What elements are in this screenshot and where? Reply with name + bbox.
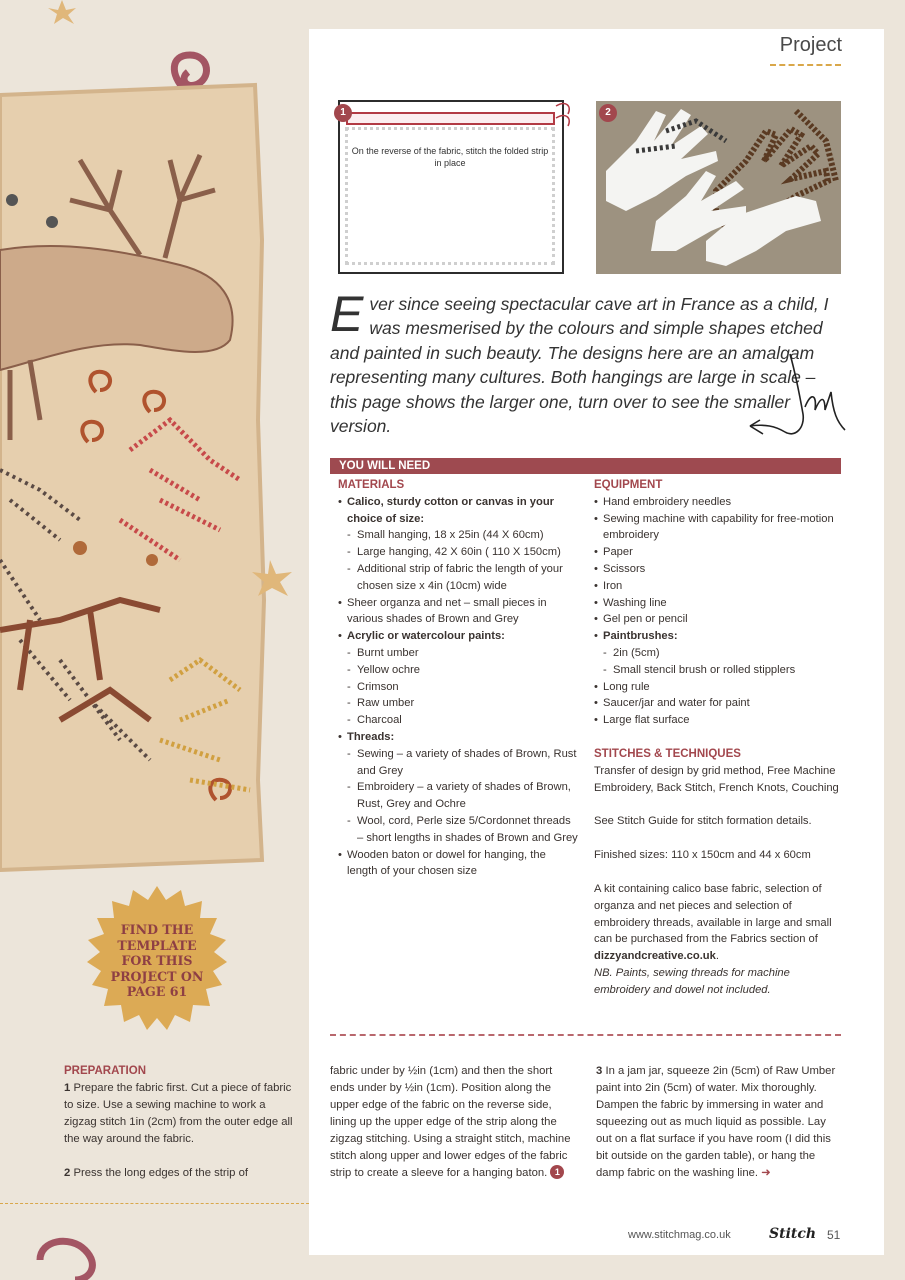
equipment-item-text: Paper	[603, 546, 633, 559]
footer-brand-logo: Stitch	[769, 1226, 817, 1242]
equipment-item-text: Scissors	[603, 562, 646, 575]
equipment-item	[594, 578, 842, 595]
dash-marker: -	[347, 680, 351, 693]
materials-item	[338, 695, 578, 712]
equipment-item	[594, 595, 842, 612]
kit-text: A kit containing calico base fabric, selection of organza and net pieces and selection of embroidery threads, available in large and small can be purchased from the Fabrics section of	[594, 882, 832, 946]
materials-item-text: Threads:	[347, 730, 395, 743]
bullet-marker: •	[338, 596, 342, 609]
kit-website-link[interactable]: dizzyandcreative.co.uk	[594, 950, 716, 963]
materials-item	[338, 628, 578, 645]
materials-item	[338, 779, 578, 813]
kit-paragraph	[594, 881, 842, 965]
equipment-item-text: Paintbrushes:	[603, 630, 678, 643]
materials-item-text: Small hanging, 18 x 25in (44 X 60cm)	[357, 529, 544, 542]
dash-marker: -	[603, 646, 607, 659]
drop-cap: E	[330, 286, 364, 342]
template-seal-text: FIND THE TEMPLATE FOR THIS PROJECT ON PAGE 61	[110, 922, 204, 999]
dash-marker: -	[347, 697, 351, 710]
bullet-marker: •	[594, 495, 598, 508]
bullet-marker: •	[594, 714, 598, 727]
equipment-item-text: Saucer/jar and water for paint	[603, 697, 750, 710]
materials-item-text: Acrylic or watercolour paints:	[347, 630, 505, 643]
materials-item	[338, 662, 578, 679]
step-1-number: 1	[64, 1082, 71, 1094]
step-2-number: 2	[64, 1167, 71, 1179]
equipment-item-text: Long rule	[603, 680, 650, 693]
step-2-continued: fabric under by ½in (1cm) and then the short ends under by ½in (1cm). Position along the upper edge of the fabric on the reverse side, lining up the upper edge of the strip along the zigzag stitching. Using a straight stitch, machine stitch along upper and lower edges of the fabric strip to create a sleeve for a hanging baton.	[330, 1065, 571, 1179]
preparation-column-2	[330, 1063, 576, 1182]
materials-item	[338, 729, 578, 746]
materials-item-text: Yellow ochre	[357, 663, 421, 676]
equipment-item-text: Small stencil brush or rolled stipplers	[613, 663, 796, 676]
bullet-marker: •	[594, 579, 598, 592]
materials-list	[338, 494, 578, 880]
bullet-marker: •	[338, 730, 342, 743]
dash-marker: -	[347, 714, 351, 727]
bullet-marker: •	[594, 697, 598, 710]
materials-item-text: Additional strip of fabric the length of your chosen size x 4in (10cm) wide	[357, 562, 563, 592]
diagram-folded-strip	[346, 112, 555, 125]
dash-marker: -	[347, 747, 351, 760]
materials-item-text: Embroidery – a variety of shades of Brown, Rust, Grey and Ochre	[357, 781, 571, 811]
equipment-item-text: Sewing machine with capability for free-motion embroidery	[603, 512, 834, 542]
materials-item-text: Burnt umber	[357, 646, 419, 659]
equipment-item-text: Washing line	[603, 596, 667, 609]
bullet-marker: •	[338, 848, 342, 861]
bullet-marker: •	[594, 546, 598, 559]
materials-item-text: Large hanging, 42 X 60in ( 110 X 150cm)	[357, 546, 561, 559]
page-number: 51	[827, 1228, 841, 1242]
step-1-text: Prepare the fabric first. Cut a piece of fabric to size. Use a sewing machine to work a zigzag stitch 1in (2cm) from the outer edge all the way around the fabric.	[64, 1082, 293, 1145]
materials-item-text: Crimson	[357, 680, 399, 693]
equipment-item	[594, 712, 842, 729]
stitches-text: Transfer of design by grid method, Free Machine Embroidery, Back Stitch, French Knots, Couching	[594, 764, 839, 794]
kit-end: .	[715, 950, 719, 963]
dash-marker: -	[347, 781, 351, 794]
equipment-item	[594, 628, 842, 645]
equipment-item	[594, 544, 842, 561]
equipment-list	[594, 494, 842, 729]
strip-fold-marks	[554, 100, 576, 130]
footer-url[interactable]: www.stitchmag.co.uk	[628, 1229, 731, 1241]
bullet-marker: •	[338, 495, 342, 508]
materials-item	[338, 494, 578, 528]
equipment-item	[594, 662, 842, 679]
materials-item	[338, 561, 578, 595]
stitch-guide-note: See Stitch Guide for stitch formation details.	[594, 815, 812, 828]
figure-2-badge: 2	[599, 104, 617, 122]
materials-item-text: Sheer organza and net – small pieces in various shades of Brown and Grey	[347, 596, 547, 626]
materials-item	[338, 712, 578, 729]
bullet-marker: •	[594, 512, 598, 525]
section-label: Project	[779, 34, 842, 56]
step-1	[64, 1080, 296, 1148]
intro-text: ver since seeing spectacular cave art in France as a child, I was mesmerised by the colours and simple shapes etched and painted in such beauty. The designs here are an amalgam representing many cultures. Both hangings are large in scale – this page shows the larger one, turn over to see the smaller version.	[330, 294, 829, 437]
materials-item-text: Raw umber	[357, 697, 415, 710]
dash-marker: -	[347, 562, 351, 575]
materials-item-text: Wool, cord, Perle size 5/Cordonnet threads – short lengths in shades of Brown and Grey	[357, 814, 578, 844]
equipment-item	[594, 494, 842, 511]
materials-heading: MATERIALS	[338, 479, 405, 491]
materials-item-text: Wooden baton or dowel for hanging, the length of your chosen size	[347, 848, 546, 878]
equipment-item	[594, 679, 842, 696]
bullet-marker: •	[594, 613, 598, 626]
continue-arrow-icon: ➜	[761, 1167, 771, 1179]
materials-item-text: Calico, sturdy cotton or canvas in your choice of size:	[347, 495, 555, 525]
step-2-text: Press the long edges of the strip of	[73, 1167, 249, 1179]
step-2-start	[64, 1165, 296, 1182]
diagram-caption: On the reverse of the fabric, stitch the folded strip in place	[351, 146, 549, 168]
preparation-column-3	[596, 1063, 842, 1182]
figure-1-badge: 1	[334, 104, 352, 122]
materials-item	[338, 527, 578, 544]
bullet-marker: •	[594, 680, 598, 693]
dash-marker: -	[347, 663, 351, 676]
preparation-column-1	[64, 1063, 296, 1182]
materials-item	[338, 813, 578, 847]
bullet-marker: •	[594, 596, 598, 609]
nb-note: NB. Paints, sewing threads for machine embroidery and dowel not included.	[594, 966, 790, 996]
equipment-column	[594, 477, 842, 999]
preparation-heading: PREPARATION	[64, 1065, 146, 1077]
section-underline	[770, 64, 841, 66]
equipment-item-text: Gel pen or pencil	[603, 613, 688, 626]
materials-column	[338, 477, 578, 880]
materials-item	[338, 847, 578, 881]
finished-sizes: Finished sizes: 110 x 150cm and 44 x 60cm	[594, 849, 811, 862]
equipment-item-text: Large flat surface	[603, 714, 690, 727]
materials-item-text: Charcoal	[357, 714, 402, 727]
equipment-item-text: Iron	[603, 579, 623, 592]
step-2-figure-badge: 1	[550, 1165, 564, 1179]
author-signature	[745, 352, 855, 444]
equipment-item	[594, 695, 842, 712]
materials-item	[338, 679, 578, 696]
you-will-need-heading: YOU WILL NEED	[330, 458, 841, 474]
equipment-item	[594, 645, 842, 662]
equipment-item	[594, 611, 842, 628]
step-3-text: In a jam jar, squeeze 2in (5cm) of Raw Umber paint into 2in (5cm) of water. Mix thoroughly. Dampen the fabric by immersing in water and squeezing out as much liquid as possible. Lay out on a flat surface if you have room (I did this bit outside on the garden table), or hang the damp fabric on the washing line.	[596, 1065, 836, 1179]
bullet-marker: •	[594, 562, 598, 575]
bullet-marker: •	[594, 630, 598, 643]
step-2-photo	[596, 101, 841, 274]
equipment-item-text: 2in (5cm)	[613, 646, 660, 659]
section-divider	[330, 1034, 841, 1036]
dash-marker: -	[603, 663, 607, 676]
bullet-marker: •	[338, 630, 342, 643]
materials-item	[338, 645, 578, 662]
equipment-item-text: Hand embroidery needles	[603, 495, 732, 508]
step-3-number: 3	[596, 1065, 603, 1077]
materials-item	[338, 746, 578, 780]
materials-item-text: Sewing – a variety of shades of Brown, Rust and Grey	[357, 747, 577, 777]
equipment-item	[594, 511, 842, 545]
equipment-item	[594, 561, 842, 578]
dash-marker: -	[347, 546, 351, 559]
stitches-heading: STITCHES & TECHNIQUES	[594, 747, 741, 760]
materials-item	[338, 544, 578, 561]
materials-item	[338, 595, 578, 629]
dash-marker: -	[347, 646, 351, 659]
dash-marker: -	[347, 814, 351, 827]
paper-hand-templates-image	[596, 101, 841, 274]
dash-marker: -	[347, 529, 351, 542]
bottom-dashed-rule	[0, 1203, 309, 1204]
equipment-heading: EQUIPMENT	[594, 479, 663, 491]
